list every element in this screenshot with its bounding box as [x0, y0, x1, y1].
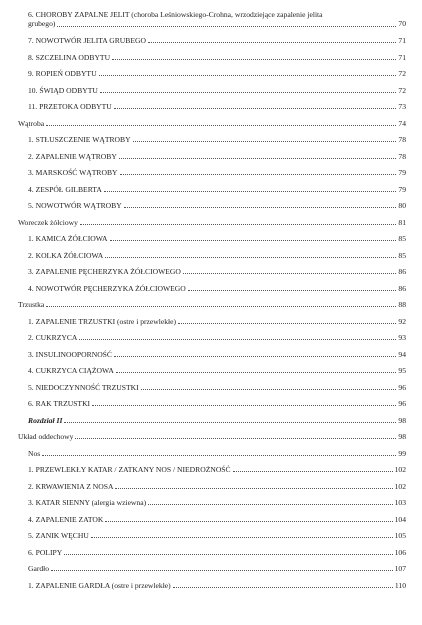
toc-entry-title: Wątroba	[18, 118, 45, 128]
dot-leader	[178, 323, 396, 324]
toc-entry-title-line2: grubego)	[28, 19, 56, 29]
dot-leader	[51, 570, 393, 571]
toc-entry[interactable]	[18, 53, 406, 62]
toc-entry-page: 104	[394, 514, 406, 524]
toc-entry-title: 2. KRWAWIENIA Z NOSA	[28, 481, 114, 491]
toc-entry-title: 1. ZAPALENIE TRZUSTKI (ostre i przewlekłe)	[28, 316, 177, 326]
toc-entry[interactable]	[18, 152, 406, 161]
toc-section-heading[interactable]	[18, 432, 406, 441]
toc-entry-page: 72	[398, 85, 406, 95]
toc-entry-page: 81	[398, 217, 406, 227]
toc-entry-title: 6. RAK TRZUSTKI	[28, 399, 91, 409]
dot-leader	[100, 92, 397, 93]
toc-entry-page: 71	[398, 52, 406, 62]
toc-entry-title-line1: 6. CHOROBY ZAPALNE JELIT (choroba Leśniowskiego-Crohna, wrzodziejące zapalenie jelita	[28, 10, 323, 19]
toc-entry-page: 99	[398, 448, 406, 458]
toc-entry[interactable]	[18, 168, 406, 177]
toc-entry-page: 98	[398, 432, 406, 442]
toc-entry-page: 74	[398, 118, 406, 128]
toc-entry-title: 4. CUKRZYCA CIĄŻOWA	[28, 366, 114, 376]
toc-entry-page: 80	[398, 201, 406, 211]
dot-leader	[141, 389, 397, 390]
toc-entry-title: 1. KAMICA ŻÓŁCIOWA	[28, 234, 108, 244]
toc-entry[interactable]	[18, 284, 406, 293]
dot-leader	[57, 26, 396, 27]
toc-entry[interactable]	[18, 498, 406, 507]
toc-entry-page: 73	[398, 102, 406, 112]
toc-entry-title: 7. NOWOTWÓR JELITA GRUBEGO	[28, 36, 146, 46]
toc-entry-title: 1. STŁUSZCZENIE WĄTROBY	[28, 135, 131, 145]
toc-entry-page: 105	[394, 531, 406, 541]
toc-entry[interactable]	[18, 135, 406, 144]
dot-leader	[110, 240, 397, 241]
toc-entry[interactable]	[18, 465, 406, 474]
dot-leader	[64, 554, 392, 555]
toc-entry-page: 86	[398, 267, 406, 277]
toc-entry-page: 102	[394, 481, 406, 491]
toc-entry[interactable]	[18, 36, 406, 45]
toc-entry-wrapped[interactable]	[18, 10, 406, 29]
toc-entry-title: 5. NOWOTWÓR WĄTROBY	[28, 201, 122, 211]
toc-entry[interactable]	[18, 317, 406, 326]
toc-entry-page: 95	[398, 366, 406, 376]
toc-entry-title: 3. MARSKOŚĆ WĄTROBY	[28, 168, 118, 178]
toc-entry-title: 10. ŚWIĄD ODBYTU	[28, 85, 98, 95]
toc-entry-title: Nos	[28, 448, 41, 458]
dot-leader	[80, 224, 397, 225]
toc-entry-page: 71	[398, 36, 406, 46]
toc-entry-title: 8. SZCZELINA ODBYTU	[28, 52, 111, 62]
toc-entry[interactable]	[18, 581, 406, 590]
toc-entry[interactable]	[18, 482, 406, 491]
toc-entry-title: Woreczek żółciowy	[18, 217, 78, 227]
toc-entry[interactable]	[18, 251, 406, 260]
toc-entry-title: 4. ZAPALENIE ZATOK	[28, 514, 104, 524]
toc-entry-page: 94	[398, 349, 406, 359]
toc-entry-page: 107	[394, 564, 406, 574]
toc-section-heading[interactable]	[18, 416, 406, 425]
toc-entry-page: 96	[398, 382, 406, 392]
toc-list	[18, 36, 406, 590]
toc-entry-title: Rozdział II	[28, 415, 63, 425]
dot-leader	[46, 125, 396, 126]
toc-entry[interactable]	[18, 350, 406, 359]
dot-leader	[92, 405, 396, 406]
toc-entry-page: 102	[394, 465, 406, 475]
toc-entry-page: 86	[398, 283, 406, 293]
toc-entry-page: 85	[398, 234, 406, 244]
toc-entry-title: 1. ZAPALENIE GARDŁA (ostre i przewlekłe)	[28, 580, 171, 590]
toc-entry-title: 2. KOLKA ŻÓŁCIOWA	[28, 250, 104, 260]
toc-entry[interactable]	[18, 201, 406, 210]
toc-section-heading[interactable]	[18, 564, 406, 573]
dot-leader	[183, 273, 397, 274]
toc-entry-title: 4. NOWOTWÓR PĘCHERZYKA ŻÓŁCIOWEGO	[28, 283, 186, 293]
toc-entry-page: 85	[398, 250, 406, 260]
toc-entry-page: 79	[398, 184, 406, 194]
toc-entry[interactable]	[18, 531, 406, 540]
dot-leader	[120, 174, 397, 175]
toc-entry[interactable]	[18, 399, 406, 408]
toc-entry-page: 106	[394, 547, 406, 557]
toc-entry-page: 93	[398, 333, 406, 343]
toc-entry[interactable]	[18, 102, 406, 111]
dot-leader	[46, 306, 396, 307]
toc-entry-page: 78	[398, 151, 406, 161]
dot-leader	[133, 141, 397, 142]
toc-entry-page: 92	[398, 316, 406, 326]
toc-entry-page: 70	[398, 19, 406, 29]
toc-entry-page: 78	[398, 135, 406, 145]
toc-entry-page: 96	[398, 399, 406, 409]
toc-section-heading[interactable]	[18, 300, 406, 309]
toc-entry[interactable]	[18, 86, 406, 95]
toc-entry-title: Układ oddechowy	[18, 432, 74, 442]
toc-entry-page: 72	[398, 69, 406, 79]
toc-entry[interactable]	[18, 515, 406, 524]
toc-entry[interactable]	[18, 333, 406, 342]
dot-leader	[116, 372, 397, 373]
dot-leader	[173, 587, 393, 588]
toc-entry-title: 2. ZAPALENIE WĄTROBY	[28, 151, 117, 161]
toc-entry-title: 3. INSULINOOPORNOŚĆ	[28, 349, 112, 359]
dot-leader	[148, 42, 396, 43]
toc-entry-title: 6. POLIPY	[28, 547, 63, 557]
toc-section-heading[interactable]	[18, 218, 406, 227]
toc-entry-page: 88	[398, 300, 406, 310]
dot-leader	[188, 290, 397, 291]
dot-leader	[124, 207, 397, 208]
toc-entry[interactable]	[18, 548, 406, 557]
toc-section-heading[interactable]	[18, 119, 406, 128]
dot-leader	[104, 191, 397, 192]
toc-entry[interactable]	[18, 234, 406, 243]
dot-leader	[79, 339, 396, 340]
dot-leader	[64, 422, 396, 423]
toc-entry[interactable]	[18, 366, 406, 375]
toc-entry-title: 5. NIEDOCZYNNOŚĆ TRZUSTKI	[28, 382, 139, 392]
dot-leader	[112, 59, 396, 60]
toc-entry-title: 3. ZAPALENIE PĘCHERZYKA ŻÓŁCIOWEGO	[28, 267, 181, 277]
toc-entry-title: Gardło	[28, 564, 50, 574]
toc-entry-title: 3. KATAR SIENNY (alergia wziewna)	[28, 498, 147, 508]
toc-entry-title: 11. PRZETOKA ODBYTU	[28, 102, 112, 112]
toc-entry-page: 79	[398, 168, 406, 178]
toc-entry[interactable]	[18, 267, 406, 276]
dot-leader	[233, 471, 393, 472]
toc-entry-page: 103	[394, 498, 406, 508]
dot-leader	[105, 257, 396, 258]
dot-leader	[114, 108, 397, 109]
dot-leader	[115, 488, 392, 489]
dot-leader	[114, 356, 396, 357]
dot-leader	[99, 75, 397, 76]
toc-entry[interactable]	[18, 69, 406, 78]
toc-entry-title: 2. CUKRZYCA	[28, 333, 78, 343]
toc-entry-page: 98	[398, 415, 406, 425]
toc-entry-page: 110	[394, 580, 406, 590]
toc-entry-title: 4. ZESPÓŁ GILBERTA	[28, 184, 102, 194]
dot-leader	[75, 438, 396, 439]
toc-entry-title: 5. ZANIK WĘCHU	[28, 531, 89, 541]
dot-leader	[148, 504, 392, 505]
dot-leader	[105, 521, 392, 522]
toc-entry-title: 9. ROPIEŃ ODBYTU	[28, 69, 97, 79]
toc-entry-title: 1. PRZEWLEKŁY KATAR / ZATKANY NOS / NIEDROŻNOŚĆ	[28, 465, 231, 475]
dot-leader	[91, 537, 393, 538]
toc-section-heading[interactable]	[18, 449, 406, 458]
dot-leader	[42, 455, 396, 456]
dot-leader	[119, 158, 397, 159]
toc-entry-title: Trzustka	[18, 300, 45, 310]
toc-entry[interactable]	[18, 185, 406, 194]
toc-entry[interactable]	[18, 383, 406, 392]
